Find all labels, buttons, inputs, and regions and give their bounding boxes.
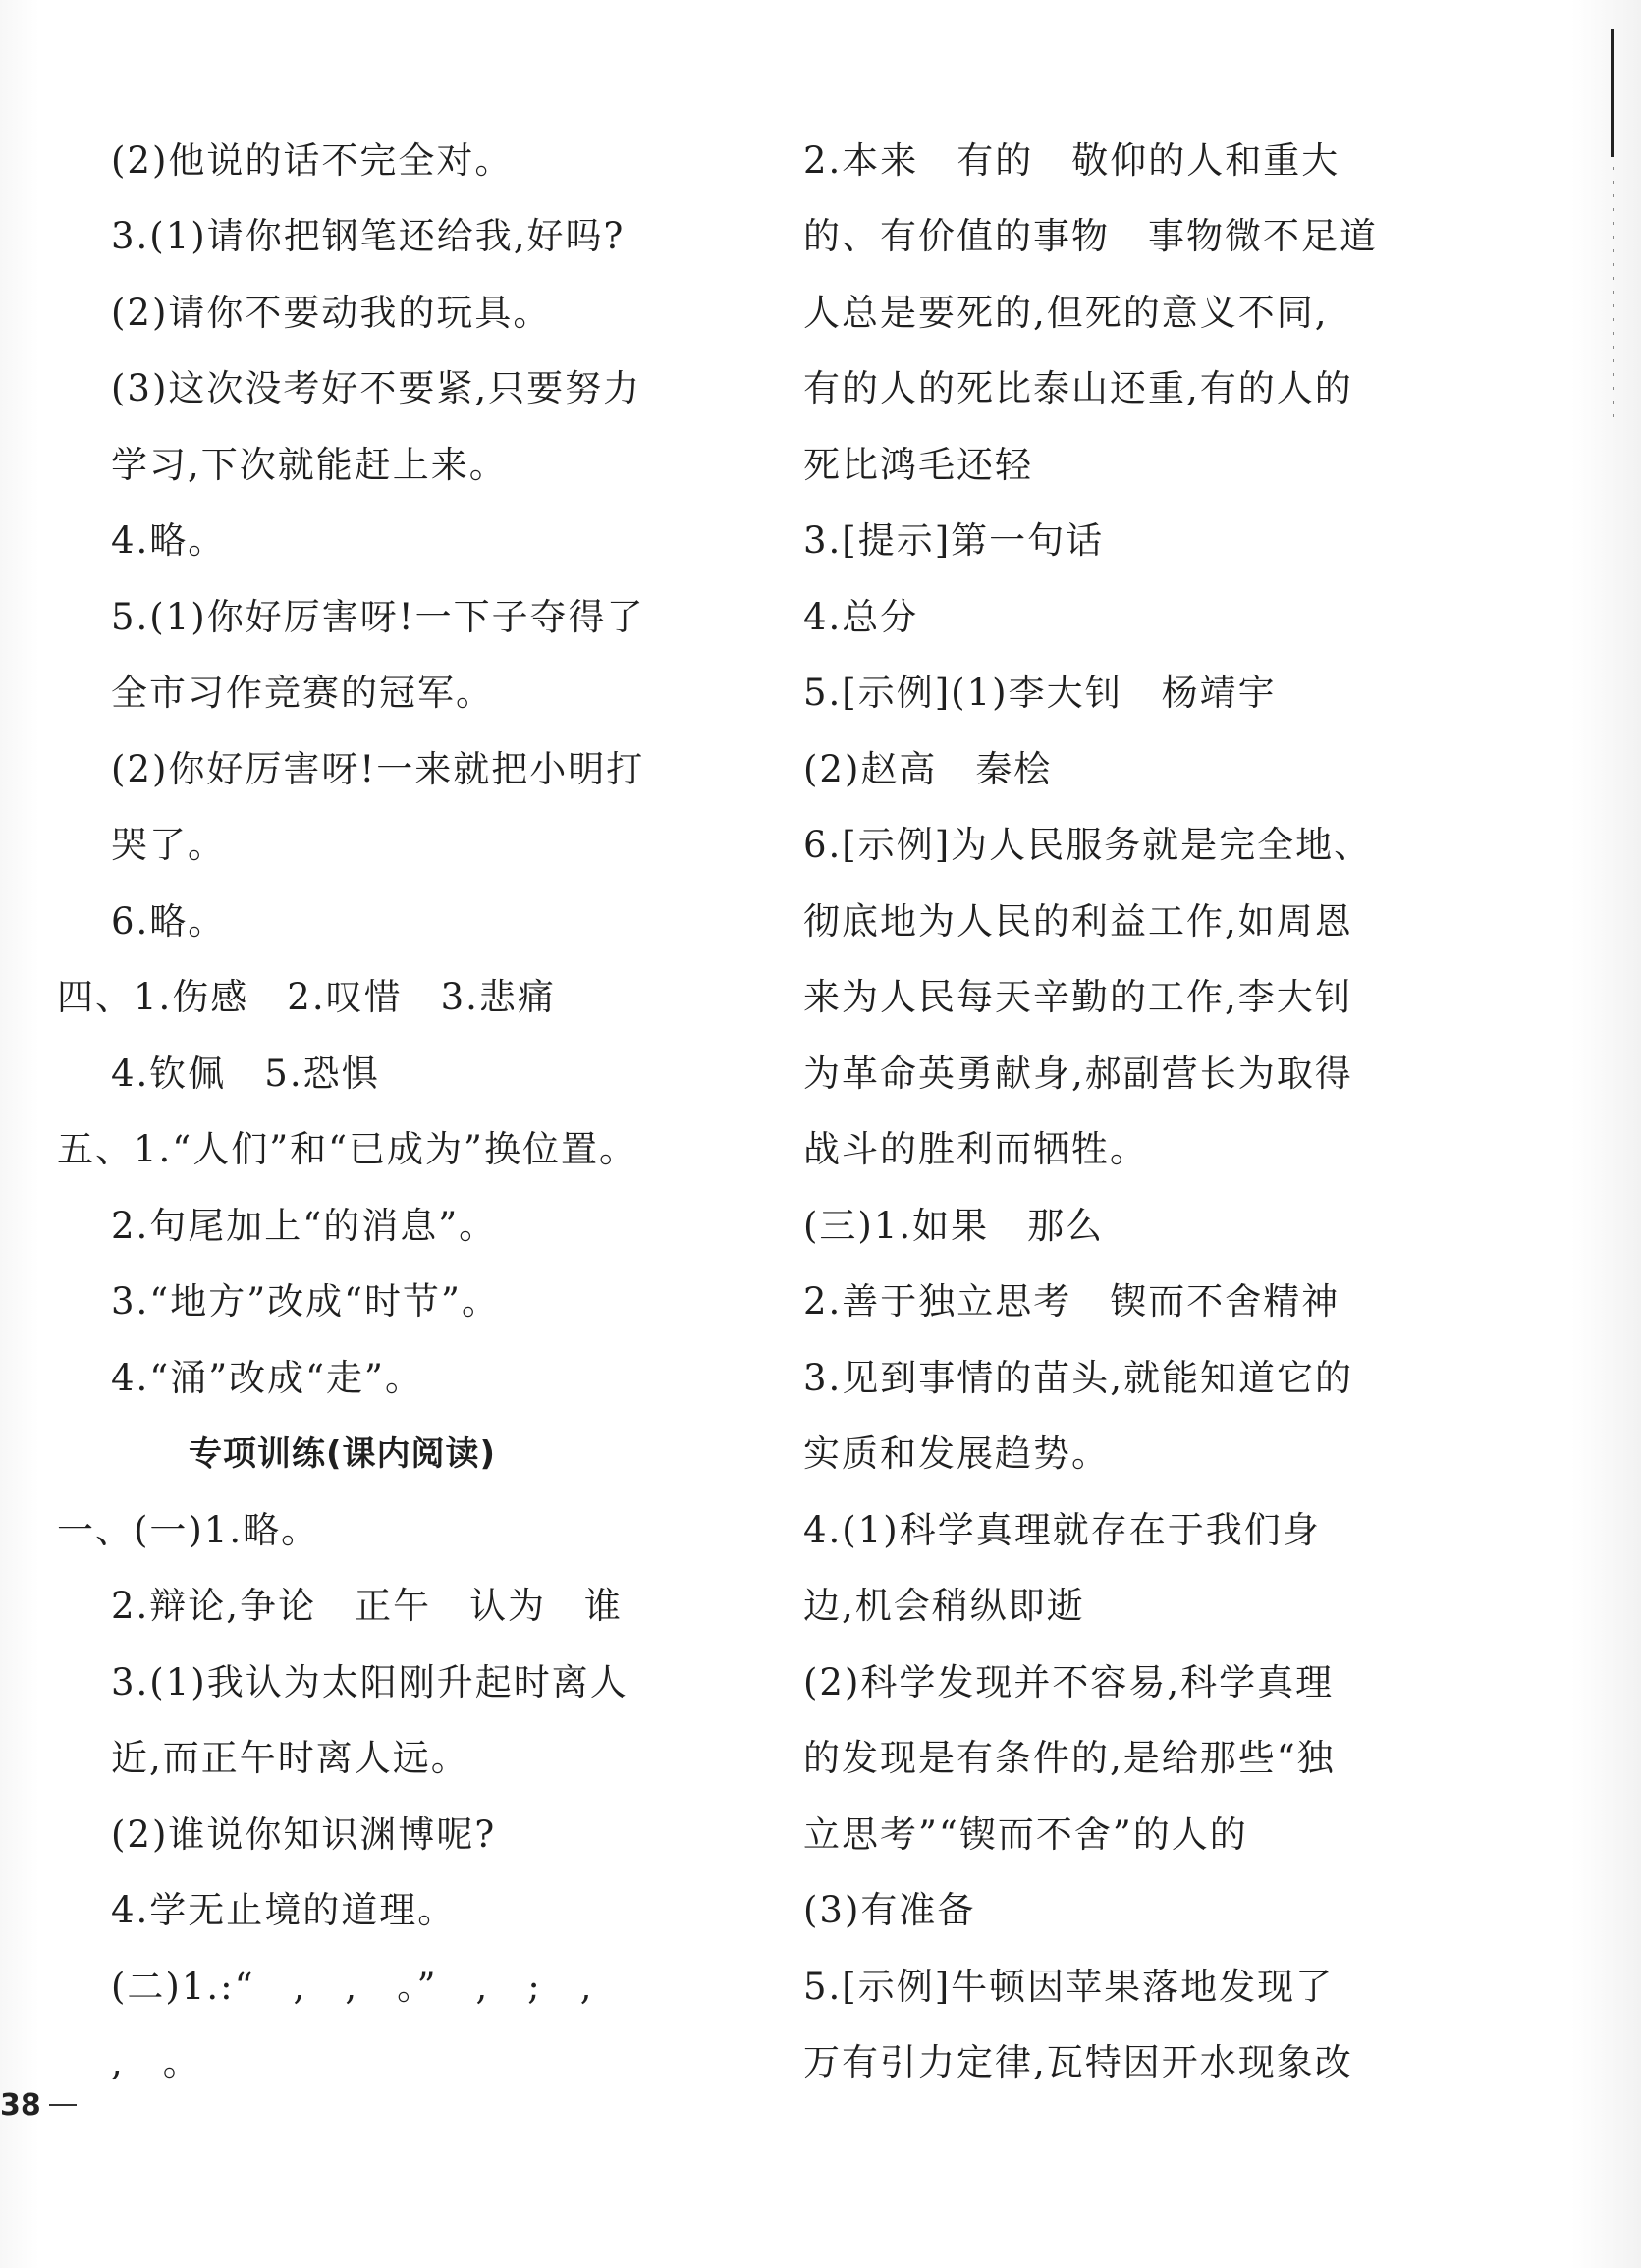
answer-line: 学习,下次就能赶上来。 — [111, 444, 508, 486]
section-heading: 专项训练(课内阅读) — [189, 1434, 497, 1474]
answer-line: , 。 — [111, 2041, 201, 2083]
answer-line: 战斗的胜利而牺牲。 — [803, 1128, 1148, 1170]
answer-line: 6.[示例]为人民服务就是完全地、 — [803, 824, 1373, 866]
answer-line: 3.见到事情的苗头,就能知道它的 — [803, 1357, 1354, 1399]
answer-line: (2)谁说你知识渊博呢? — [111, 1813, 497, 1856]
answer-line: (2)赵高 秦桧 — [803, 748, 1053, 790]
answer-line: 5.(1)你好厉害呀!一下子夺得了 — [111, 596, 645, 638]
answer-line: 3.(1)我认为太阳刚升起时离人 — [111, 1661, 629, 1703]
answer-line: 立思考”“锲而不舍”的人的 — [803, 1813, 1248, 1856]
answer-line: (3)有准备 — [803, 1889, 976, 1931]
answer-line: (二)1.:“ , , 。” , ; , — [111, 1966, 594, 2008]
answer-line: 彻底地为人民的利益工作,如周恩 — [803, 900, 1353, 943]
answer-line: (2)他说的话不完全对。 — [111, 139, 514, 182]
answer-line: 5.[示例]牛顿因苹果落地发现了 — [803, 1966, 1335, 2008]
answer-line: 4.钦佩 5.恐惧 — [111, 1053, 380, 1095]
answer-line: 万有引力定律,瓦特因开水现象改 — [803, 2041, 1353, 2083]
section-line: 五、1.“人们”和“已成为”换位置。 — [57, 1128, 637, 1170]
answer-line: 6.略。 — [111, 900, 227, 943]
answer-line: 边,机会稍纵即逝 — [803, 1585, 1085, 1627]
answer-line: (2)科学发现并不容易,科学真理 — [803, 1661, 1335, 1703]
answer-line: 3.(1)请你把钢笔还给我,好吗? — [111, 215, 626, 257]
answer-line: 4.总分 — [803, 596, 919, 638]
answer-line: 的、有价值的事物 事物微不足道 — [803, 215, 1378, 257]
answer-line: 来为人民每天辛勤的工作,李大钊 — [803, 976, 1353, 1018]
answer-line: 2.善于独立思考 锲而不舍精神 — [803, 1280, 1340, 1323]
section-line: 四、1.伤感 2.叹惜 3.悲痛 — [57, 976, 556, 1018]
answer-line: (3)这次没考好不要紧,只要努力 — [111, 367, 642, 409]
answer-line: 为革命英勇献身,郝副营长为取得 — [803, 1053, 1353, 1095]
answer-line: (2)你好厉害呀!一来就把小明打 — [111, 748, 645, 790]
answer-line: 5.[示例](1)李大钊 杨靖宇 — [803, 672, 1277, 714]
answer-line: 哭了。 — [111, 824, 226, 866]
answer-line: (三)1.如果 那么 — [803, 1205, 1105, 1247]
answer-line: 2.本来 有的 敬仰的人和重大 — [803, 139, 1340, 182]
answer-line: 的发现是有条件的,是给那些“独 — [803, 1737, 1336, 1779]
page-number-dash — [49, 2104, 77, 2106]
answer-line: 4.略。 — [111, 519, 227, 562]
answer-line: 3.“地方”改成“时节”。 — [111, 1280, 500, 1323]
answer-line: 有的人的死比泰山还重,有的人的 — [803, 367, 1353, 409]
answer-line: 人总是要死的,但死的意义不同, — [803, 292, 1329, 334]
answer-line: 4.(1)科学真理就存在于我们身 — [803, 1509, 1321, 1551]
page-number: 38 — [0, 2088, 41, 2123]
answer-line: 死比鸿毛还轻 — [803, 444, 1033, 486]
answer-line: (2)请你不要动我的玩具。 — [111, 292, 552, 334]
answer-line: 3.[提示]第一句话 — [803, 519, 1105, 562]
section-line: 一、(一)1.略。 — [57, 1509, 320, 1551]
answer-line: 全市习作竞赛的冠军。 — [111, 672, 494, 714]
answer-line: 2.辩论,争论 正午 认为 谁 — [111, 1585, 624, 1627]
answer-line: 近,而正午时离人远。 — [111, 1737, 469, 1779]
scan-edge-mark — [1611, 29, 1614, 157]
scan-edge-dots — [1613, 167, 1614, 422]
answer-line: 实质和发展趋势。 — [803, 1432, 1110, 1475]
answer-line: 2.句尾加上“的消息”。 — [111, 1205, 498, 1247]
answer-line: 4.学无止境的道理。 — [111, 1889, 457, 1931]
answer-line: 4.“涌”改成“走”。 — [111, 1357, 423, 1399]
